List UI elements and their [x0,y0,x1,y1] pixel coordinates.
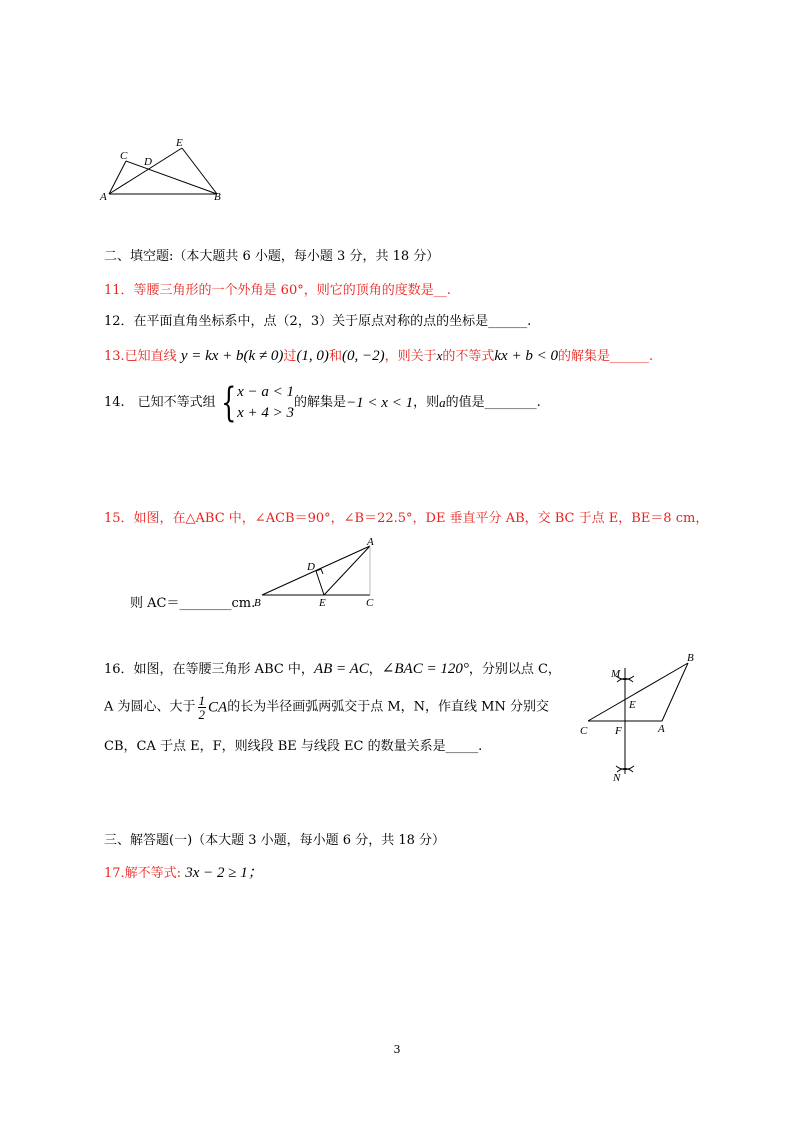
label-e: E [176,137,183,149]
label-b: B [214,191,221,203]
segment-ab [662,663,688,721]
question-16-line3: CB，CA 于点 E，F，则线段 BE 与线段 EC 的数量关系是_____. [104,739,483,754]
q17-inequality: 3x − 2 ≥ 1； [185,865,263,881]
q13-part3: 和 [328,349,342,364]
label-c: C [120,150,128,162]
label-c: C [580,725,588,737]
segment-ea [324,546,370,595]
q14-variable: a [439,395,446,410]
q16-l1b: ， [368,662,382,677]
section2-title: 二、填空题:（本大题共 6 小题，每小题 3 分，共 18 分） [104,249,440,264]
label-e: E [629,699,636,711]
label-b: B [687,652,694,664]
page-number: 3 [393,1043,401,1056]
figure-q16-construction [576,650,706,788]
q17-label: 17.解不等式: [104,866,182,881]
q13-variable: x [436,348,443,363]
q16-l2a: A 为圆心、大于 [104,699,196,715]
q14-solution-set: −1 < x < 1 [346,395,414,411]
q13-part1: 13.已知直线 [104,349,181,364]
label-n: N [613,772,621,784]
label-a: A [100,191,107,203]
question-17 [104,864,263,883]
label-a: A [658,723,665,735]
q14-system [237,382,294,424]
q14-part1: 14. 已知不等式组 [104,395,216,410]
q14-part4: 的值是________. [445,395,541,410]
q13-point1: (1, 0) [296,348,329,364]
label-a: A [367,536,374,548]
q16-l1a: 16．如图，在等腰三角形 ABC 中， [104,662,314,677]
segment-cb [126,161,217,194]
q13-part6: 的解集是______. [557,349,654,364]
figure-triangles-acdeb [96,134,236,206]
label-m: M [611,668,621,680]
q14-part3: ，则 [413,395,440,410]
question-15: 15．如图，在△ABC 中，∠ACB＝90°，∠B＝22.5°，DE 垂直平分 AB，交 BC 于点 E，BE＝8 cm， [104,511,709,526]
segment-eb [182,148,217,194]
q14-brace: { [220,380,237,426]
q16-l1c: ，分别以点 C， [468,662,561,677]
q13-inequality: kx + b < 0 [494,348,558,364]
q13-point2: (0, −2) [341,348,385,364]
q16-angle-bac: ∠BAC = 120° [381,661,469,677]
segment-cb [588,663,688,721]
section3-title: 三、解答题(一)（本大题 3 小题，每小题 6 分，共 18 分） [104,833,446,848]
label-d: D [144,156,152,168]
label-d: D [307,561,315,573]
q13-equation-line: y = kx + b(k ≠ 0) [180,348,284,364]
label-b: B [254,597,261,609]
q16-frac-num: 1 [198,693,206,708]
q14-row1: x − a < 1 [237,384,295,400]
q16-ab-eq-ac: AB = AC [313,661,369,677]
question-16-line1 [104,660,561,679]
q16-l2b: 的长为半径画弧两弧交于点 M，N，作直线 MN 分别交 [227,699,549,715]
label-c: C [366,597,374,609]
q14-row2: x + 4 > 3 [237,405,295,421]
q13-part4: ，则关于 [384,349,437,364]
q13-part2: 过 [283,349,297,364]
question-11: 11．等腰三角形的一个外角是 60°，则它的顶角的度数是__. [104,283,451,298]
question-13 [104,347,653,366]
segment-de [316,571,324,595]
figure-q15-triangle [252,534,382,610]
question-16-line2 [104,694,549,721]
label-f: F [615,725,622,737]
question-12: 12．在平面直角坐标系中，点（2，3）关于原点对称的点的坐标是______. [104,314,532,329]
label-e: E [319,597,326,609]
q16-ca: CA [208,699,228,716]
q13-part5: 的不等式 [442,349,495,364]
question-15-tail: 则 AC＝________cm. [130,596,256,611]
q14-part2: 的解集是 [294,395,347,410]
q16-fraction-half [198,694,207,721]
question-14 [104,382,541,424]
q16-frac-den: 2 [198,707,206,722]
